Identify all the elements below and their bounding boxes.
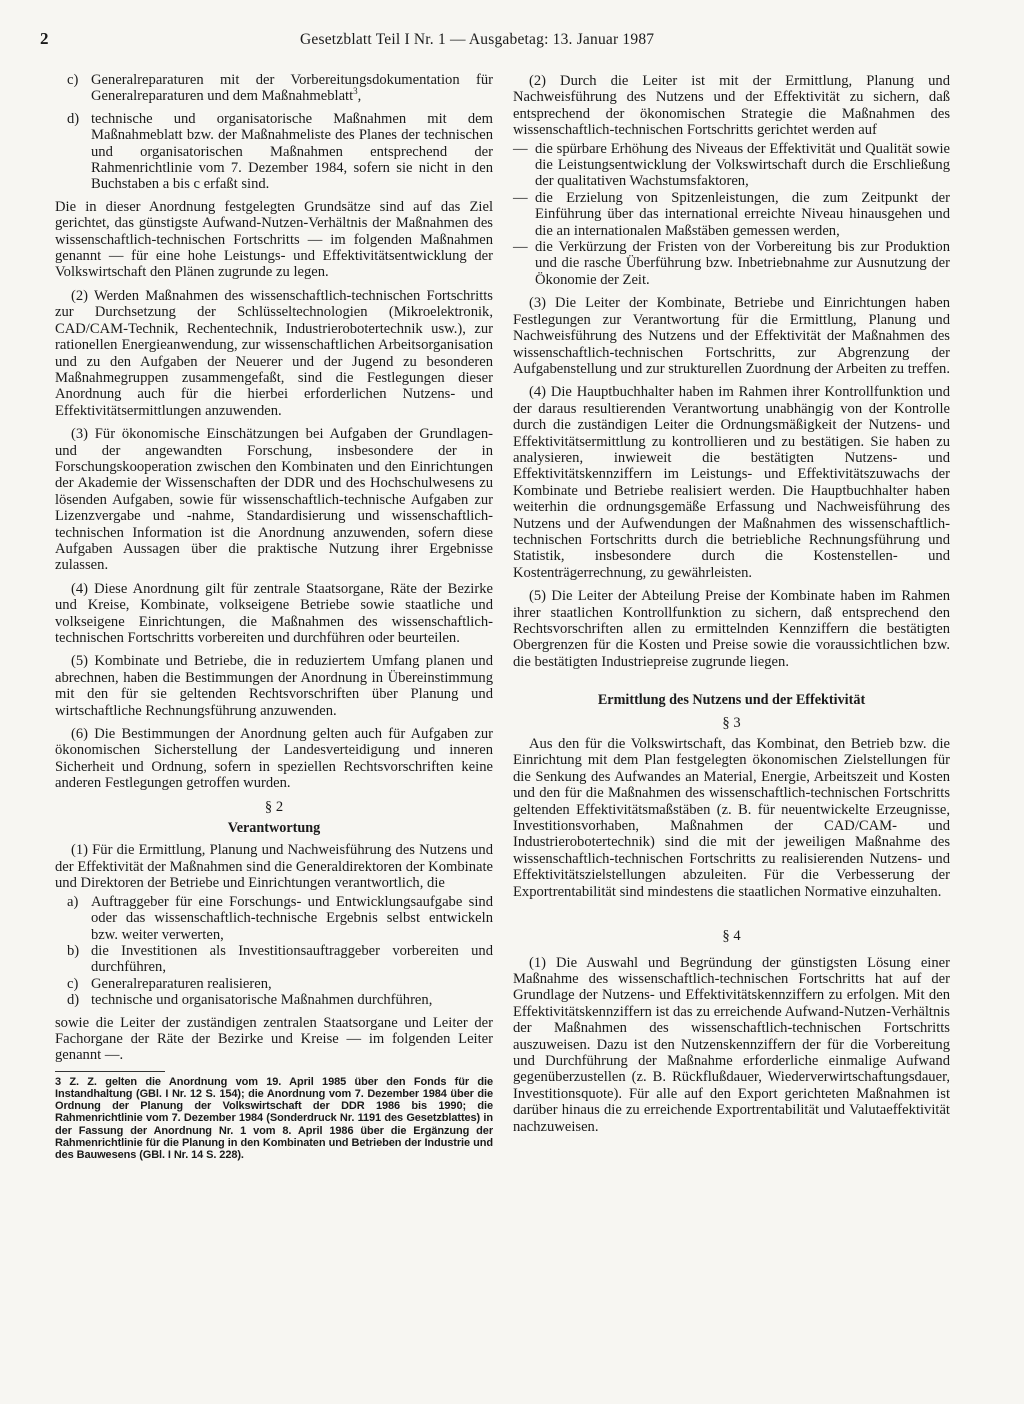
paragraph-s4-1: (1) Die Auswahl und Begründung der günstigsten Lösung einer Maßnahme des wissenschaftlich-technischen Fortschritts hat auf der Grundlage der Nutzens- und Effektivitätskennziffern zu erfolgen. Mit den Effektivitätskennziffern ist das zu erreichende Aufwand-Nutzen-Verhältnis der Maßnahmen des wissenschaftlich-technischen Fortschritts auszuweisen. Dazu ist den Nutzenskennziffern der für die Vorbereitung und Durchführung der Maßnahme erforderliche einmalige Aufwand gegenüberzustellen (z. B. Rückflußdauer, Wiederverwirtschaftungsdauer, Investitionsquote). Für alle auf den Export gerichteten Maßnahmen ist darüber hinaus die zu erreichende Exportrentabilität und Valutaeffektivität nachzuweisen. — [513, 954, 950, 1135]
section-2-title: Verantwortung — [227, 820, 321, 837]
list-item — [55, 992, 493, 1008]
dash-marker: — — [513, 189, 528, 206]
list-text: die Erzielung von Spitzenleistungen, die zum Zeitpunkt der Einführung über das international erreichte Niveau hinausgehen und die an internationalen Maßstäben gemessen werden, — [535, 189, 950, 239]
dash-marker: — — [513, 239, 528, 256]
list-text-end: , — [357, 88, 362, 105]
paragraph-s3: Aus den für die Volkswirtschaft, das Kombinat, den Betrieb bzw. die Einrichtung mit dem Plan festgelegten ökonomischen Zielstellungen für die Senkung des Aufwandes an Material, Energie, Arbeitszeit und Kosten und den für die Maßnahmen des wissenschaftlich-technischen Fortschritts geltenden Effektivitätsmaßstäben (z. B. für neuentwickelte Erzeugnisse, Investitionsvorhaben, Maßnahmen der CAD/CAM- und Industrierobotertechnik) sind die mit der jeweiligen Maßnahme des wissenschaftlich-technischen Fortschritts zu realisierenden Nutzens- und Effektivitätszielstellungen abzuleiten. Für die Verbesserung der Exportrentabilität sind mindestens die staatlichen Normative einzuhalten. — [513, 736, 950, 900]
list-text — [91, 72, 493, 105]
list-item — [55, 894, 493, 943]
paragraph-1-4: (4) Diese Anordnung gilt für zentrale Staatsorgane, Räte der Bezirke und Kreise, Kombinate, volkseigene Betriebe sowie staatliche und volkseigene Einrichtungen, die Maßnahmen des wissenschaftlich-technischen Fortschritts vorbereiten und durchführen oder beurteilen. — [55, 580, 493, 646]
paragraph-r-3: (3) Die Leiter der Kombinate, Betriebe und Einrichtungen haben Festlegungen zur Verantwortung für die Ermittlung, Planung und Nachweisführung des Nutzens und der Effektivität der Maßnahmen des wissenschaftlich-technischen Fortschritts, zur Abgrenzung der Aufgabenstellung und zur strukturellen Zuordnung der Arbeiten zu treffen. — [513, 295, 951, 377]
page-number: 2 — [40, 29, 49, 48]
list-text: technische und organisatorische Maßnahmen durchführen, — [91, 992, 433, 1009]
paragraph-r-5: (5) Die Leiter der Abteilung Preise der Kombinate haben im Rahmen ihrer staatlichen Kontrollfunktion zu sichern, daß entsprechend den Rechtsvorschriften allen zu ermittelnden Kennziffern die bestätigten Obergrenzen für die Kosten und Preise sowie die voraussichtlichen bzw. die bestätigten Industriepreise zugrunde liegen. — [513, 588, 950, 670]
paragraph-r-2: (2) Durch die Leiter ist mit der Ermittlung, Planung und Nachweisführung des Nutzens und der Effektivität zu sichern, daß entsprechend der ökonomischen Strategie die Maßnahmen des wissenschaftlich-technischen Fortschritts gerichtet werden auf — [513, 73, 950, 139]
footnote-ref: 3 — [353, 86, 358, 97]
left-column — [55, 72, 493, 1161]
list-text: technische und organisatorische Maßnahmen mit dem Maßnahmeblatt bzw. der Maßnahmeliste des Planes der technischen und organisatorischen Maßnahmen entsprechend der Rahmenrichtlinie vom 7. Dezember 1984, sofern sie nicht in den Buchstaben a bis c erfaßt sind. — [91, 110, 493, 193]
list-marker: c) — [67, 72, 79, 88]
list-text: Auftraggeber für eine Forschungs- und Entwicklungsaufgabe sind oder das wissenschaftlich-technische Ergebnis selbst entwickeln bzw. weiter verwerten, — [91, 893, 493, 943]
list-text: die Investitionen als Investitionsauftraggeber vorbereiten und durchführen, — [91, 942, 493, 976]
list-text: die Verkürzung der Fristen von der Vorbereitung bis zur Produktion und die rasche Überführung bzw. Inbetriebnahme zur Ausnutzung der Ökonomie der Zeit. — [535, 239, 950, 288]
section-3-mark: § 3 — [722, 714, 741, 731]
section-2-mark: § 2 — [264, 798, 284, 815]
footnote: 3 Z. Z. gelten die Anordnung vom 19. April 1985 über den Fonds für die Instandhaltung (GBl. I Nr. 12 S. 154); die Anordnung vom 7. Dezember 1984 über die Ordnung der Planung der Volkswirtschaft der DDR 1986 bis 1990; die Rahmenrichtlinie vom 7. Dezember 1984 (Sonderdruck Nr. 1191 des Gesetzblattes) in der Fassung der Anordnung Nr. 1 vom 8. April 1986 über die Ergänzung der Rahmenrichtlinie für die Planung in den Kombinaten und Betrieben der Industrie und des Bauwesens (GBl. I Nr. 14 S. 228). — [55, 1075, 493, 1161]
paragraph-r-4: (4) Die Hauptbuchhalter haben im Rahmen ihrer Kontrollfunktion und der daraus resultierenden Verantwortung unabhängig von der Kontrolle durch die zuständigen Leiter die Ordnungsmäßigkeit der Nutzens- und Effektivitätsermittlung zu kontrollieren und zu bestätigen. Sie haben zu analysieren, inwieweit die bestätigten Nutzens- und Effektivitätskennziffern im Leistungs- und Effektivitätszuwachs der Kombinate und Betriebe realisiert werden. Die Hauptbuchhalter haben weiterhin die ordnungsgemäße Erfassung und Nachweisführung des Nutzens und der Aufwendungen der Maßnahmen des wissenschaftlich-technischen Fortschritts durch die betriebliche Rechnungsführung und Statistik, insbesondere durch die Kostenstellen- und Kostenträgerrechnung, zu gewährleisten. — [513, 384, 950, 581]
paragraph-2-tail: sowie die Leiter der zuständigen zentralen Staatsorgane und Leiter der Fachorgane der Räte der Bezirke und Kreise — im folgenden Leiter genannt —. — [55, 1014, 493, 1064]
list-item — [513, 190, 950, 239]
list-marker: c) — [67, 975, 79, 992]
section-4-mark: § 4 — [722, 928, 741, 945]
list-text: die spürbare Erhöhung des Niveaus der Effektivität und Qualität sowie die Leistungsentwicklung der Volkswirtschaft durch die Erschließung der qualitativen Wachstumsfaktoren, — [535, 140, 950, 190]
list-item — [55, 943, 493, 976]
section-heading-ermittlung: Ermittlung des Nutzens und der Effektivität — [597, 692, 866, 709]
right-column — [513, 73, 950, 1142]
list-marker: b) — [67, 942, 80, 959]
dash-marker: — — [513, 140, 528, 157]
page-header: Gesetzblatt Teil I Nr. 1 — Ausgabetag: 13. Januar 1987 — [300, 31, 655, 48]
list-marker: a) — [67, 893, 79, 910]
paragraph-2-1: (1) Für die Ermittlung, Planung und Nachweisführung des Nutzens und der Effektivität der Maßnahmen sind die Generaldirektoren der Kombinate und Direktoren der Betriebe und Einrichtungen verantwortlich, die — [55, 842, 493, 892]
paragraph-ziel: Die in dieser Anordnung festgelegten Grundsätze sind auf das Ziel gerichtet, das günstigste Aufwand-Nutzen-Verhältnis der Maßnahmen des wissenschaftlich-technischen Fortschritts — im folgenden Maßnahmen genannt — für eine hohe Leistungs- und Effektivitätsentwicklung der Volkswirtschaft den Plänen zugrunde zu legen. — [55, 198, 493, 281]
list-marker: d) — [67, 992, 80, 1009]
paragraph-1-3: (3) Für ökonomische Einschätzungen bei Aufgaben der Grundlagen- und der angewandten Forschung, insbesondere der in Forschungskooperation zwischen den Kombinaten und den Einrichtungen der Akademie der Wissenschaften der DDR und des Hochschulwesens zu lösenden Aufgaben, sowie für wissenschaftlich-technische Aufgaben zur Lizenzvergabe und -nahme, Standardisierung und wissenschaftlich-technischen Information ist die Anordnung anzuwenden, sofern diese Aufgaben Aussagen über die praktische Nutzung ihrer Ergebnisse zulassen. — [55, 426, 493, 574]
list-marker: d) — [67, 110, 80, 127]
list-item — [55, 976, 493, 992]
paragraph-1-5: (5) Kombinate und Betriebe, die in reduziertem Umfang planen und abrechnen, haben die Bestimmungen der Anordnung in Übereinstimmung mit den für sie geltenden Rechtsvorschriften über Planung und wirtschaftliche Rechnungsführung anzuwenden. — [55, 653, 493, 719]
list-item — [513, 141, 950, 190]
paragraph-1-2: (2) Werden Maßnahmen des wissenschaftlich-technischen Fortschritts zur Durchsetzung der Schlüsseltechnologien (Mikroelektronik, CAD/CAM-Technik, Rechentechnik, Industrierobotertechnik usw.), zur rationellen Energieanwendung, zur wissenschaftlichen Arbeitsorganisation und zu den Aufgaben der Neuerer und der Jugend zu besonderen Maßnahmegruppen zusammengefaßt, sind die Festlegungen dieser Anordnung auch für die hierbei erforderlichen Nutzens- und Effektivitätsermittlungen anzuwenden. — [55, 287, 493, 419]
paragraph-1-6: (6) Die Bestimmungen der Anordnung gelten auch für Aufgaben zur ökonomischen Sicherstellung der Landesverteidigung und inneren Sicherheit und Ordnung, sofern in speziellen Rechtsvorschriften keine anderen Festlegungen getroffen wurden. — [55, 726, 493, 792]
footnote-divider — [55, 1071, 165, 1072]
list-item — [55, 111, 493, 193]
list-item — [55, 72, 493, 105]
list-text: Generalreparaturen realisieren, — [91, 975, 272, 992]
list-item — [513, 239, 950, 288]
list-text-body: Generalreparaturen mit der Vorbereitungsdokumentation für Generalreparaturen und dem Maßnahmeblatt — [91, 72, 493, 105]
